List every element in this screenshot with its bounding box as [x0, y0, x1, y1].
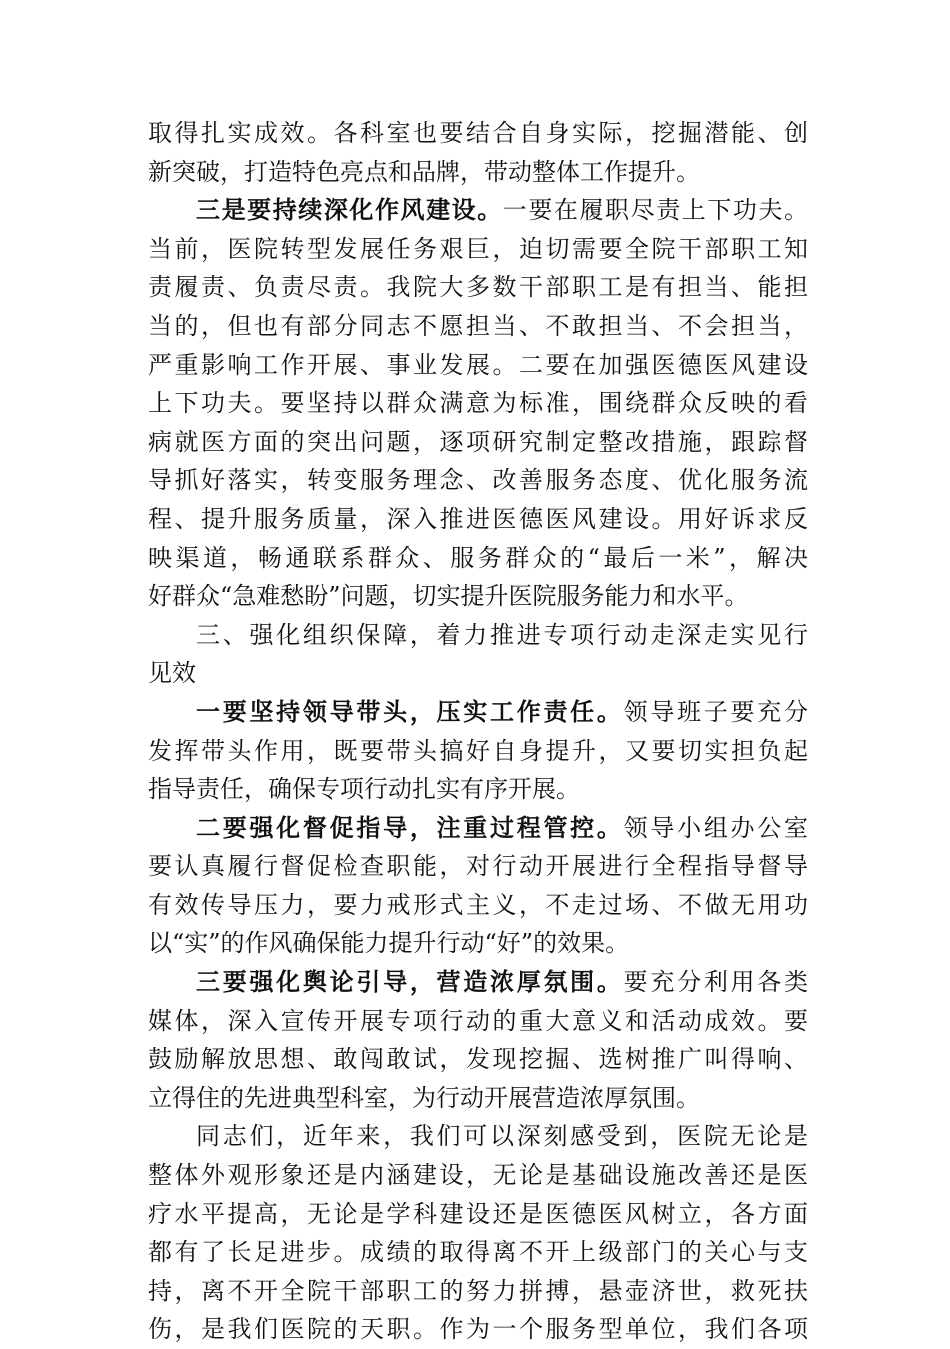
- section-heading-line: 三、强化组织保障，着力推进专项行动走深走实见行: [196, 620, 808, 649]
- paragraph-lead: 三要强化舆论引导，营造浓厚氛围。: [196, 967, 624, 997]
- paragraph-line: 以“实”的作风确保能力提升行动“好”的效果。: [148, 929, 630, 958]
- paragraph-line: 责履责、负责尽责。我院大多数干部职工是有担当、能担: [148, 273, 808, 302]
- paragraph-line: 好群众“急难愁盼”问题，切实提升医院服务能力和水平。: [148, 582, 749, 611]
- paragraph-line: 严重影响工作开展、事业发展。二要在加强医德医风建设: [148, 350, 808, 379]
- paragraph-text: 要充分利用各类: [623, 968, 809, 997]
- paragraph-line: 取得扎实成效。各科室也要结合自身实际，挖掘潜能、创: [148, 119, 808, 147]
- paragraph-line: [148, 809, 808, 848]
- paragraph-line: 上下功夫。要坚持以群众满意为标准，围绕群众反映的看: [148, 389, 808, 418]
- paragraph-line: 鼓励解放思想、敢闯敢试，发现挖掘、选树推广叫得响、: [148, 1045, 808, 1074]
- paragraph-line: 指导责任，确保专项行动扎实有序开展。: [148, 775, 580, 804]
- paragraph-line: 映渠道，畅通联系群众、服务群众的“最后一米”，解决: [148, 543, 808, 572]
- paragraph-line: 伤，是我们医院的天职。作为一个服务型单位，我们各项: [148, 1315, 808, 1344]
- paragraph-line: 新突破，打造特色亮点和品牌，带动整体工作提升。: [148, 157, 700, 186]
- paragraph-line: 媒体，深入宣传开展专项行动的重大意义和活动成效。要: [148, 1006, 808, 1035]
- paragraph-text: 领导小组办公室: [623, 813, 809, 842]
- paragraph-line: 要认真履行督促检查职能，对行动开展进行全程指导督导: [148, 852, 808, 881]
- paragraph-text: 一要在履职尽责上下功夫。: [502, 196, 809, 225]
- paragraph-line: 疗水平提高，无论是学科建设还是医德医风树立，各方面: [148, 1199, 808, 1228]
- paragraph-lead: 二要强化督促指导，注重过程管控。: [196, 812, 624, 842]
- paragraph-line: 程、提升服务质量，深入推进医德医风建设。用好诉求反: [148, 504, 808, 533]
- section-heading-line: 见效: [148, 659, 196, 688]
- paragraph-line: 立得住的先进典型科室，为行动开展营造浓厚氛围。: [148, 1083, 700, 1112]
- paragraph-line: [148, 963, 808, 1002]
- paragraph-line: 发挥带头作用，既要带头搞好自身提升，又要切实担负起: [148, 736, 808, 765]
- paragraph-line: 都有了长足进步。成绩的取得离不开上级部门的关心与支: [148, 1238, 808, 1267]
- paragraph-line: 当前，医院转型发展任务艰巨，迫切需要全院干部职工知: [148, 234, 808, 263]
- document-page: [148, 114, 808, 1349]
- paragraph-line: [148, 191, 808, 230]
- paragraph-lead: 一要坚持领导带头，压实工作责任。: [196, 696, 624, 726]
- paragraph-text: 领导班子要充分: [623, 697, 809, 726]
- paragraph-line: 持，离不开全院干部职工的努力拼搏，悬壶济世，救死扶: [148, 1276, 808, 1305]
- paragraph-line: 病就医方面的突出问题，逐项研究制定整改措施，跟踪督: [148, 427, 808, 456]
- paragraph-line: 有效传导压力，要力戒形式主义，不走过场、不做无用功: [148, 890, 808, 919]
- paragraph-line: 整体外观形象还是内涵建设，无论是基础设施改善还是医: [148, 1161, 808, 1190]
- paragraph-line: 同志们，近年来，我们可以深刻感受到，医院无论是: [196, 1122, 808, 1151]
- paragraph-lead: 三是要持续深化作风建设。: [196, 195, 503, 225]
- paragraph-line: 当的，但也有部分同志不愿担当、不敢担当、不会担当，: [148, 311, 808, 340]
- paragraph-line: 导抓好落实，转变服务理念、改善服务态度、优化服务流: [148, 466, 808, 495]
- paragraph-line: [148, 693, 808, 732]
